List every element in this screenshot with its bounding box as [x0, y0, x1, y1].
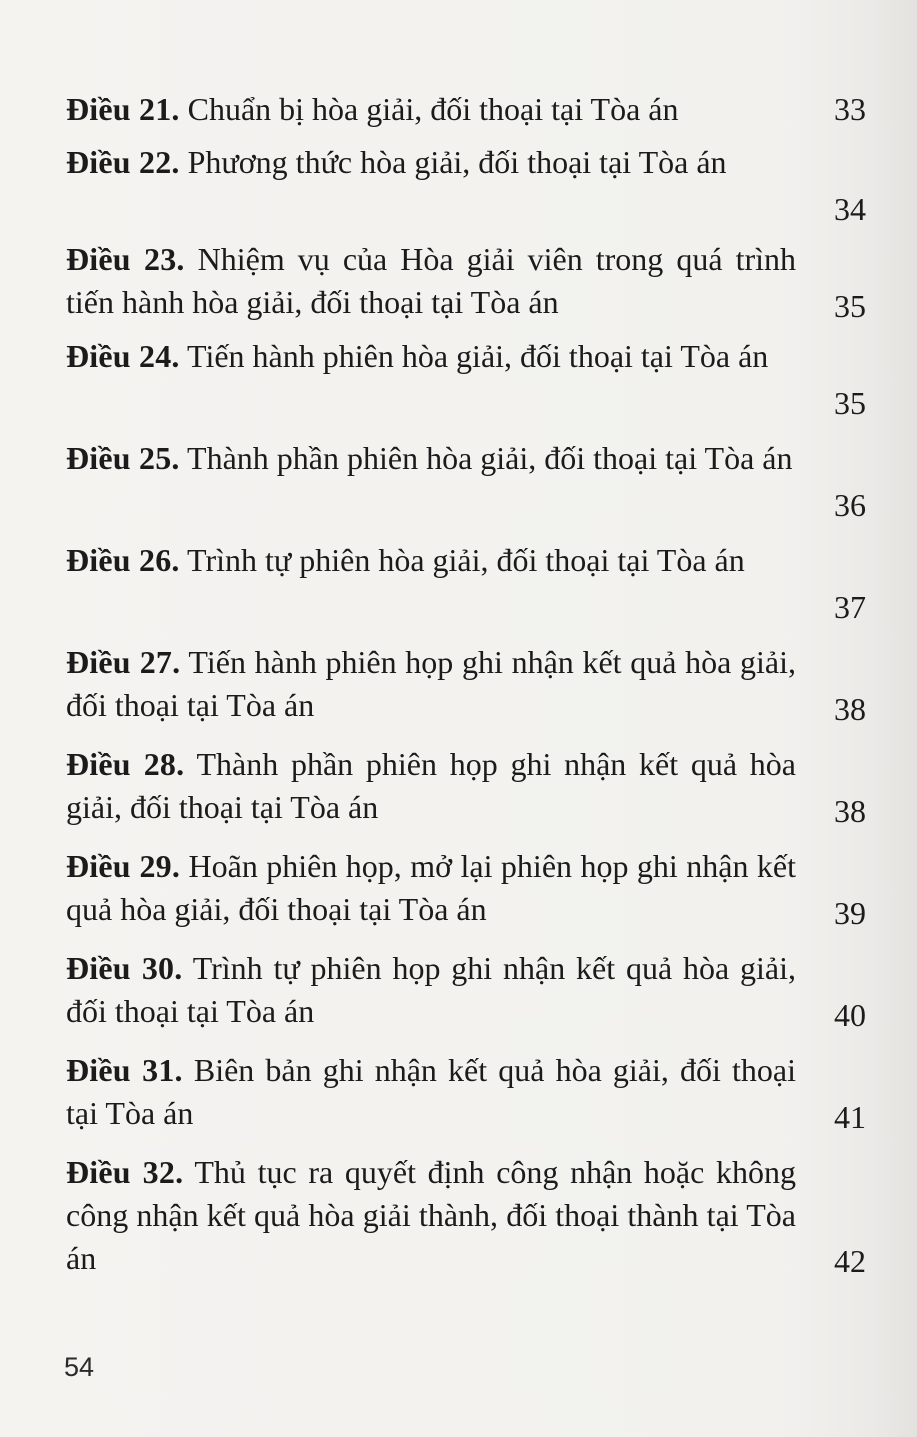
toc-entry	[66, 84, 866, 135]
toc-entry-title: Điều 27.	[66, 644, 181, 680]
toc-entry-description: Tiến hành phiên họp ghi nhận kết quả hòa giải, đối thoại tại Tòa án	[66, 644, 797, 723]
toc-entry-page: 38	[834, 793, 866, 829]
toc-entry-description: Trình tự phiên họp ghi nhận kết quả hòa giải, đối thoại tại Tòa án	[66, 950, 797, 1029]
toc-entry	[66, 845, 866, 935]
toc-entry-text	[66, 84, 796, 135]
toc-entry	[66, 743, 866, 833]
toc-entry-page: 40	[834, 997, 866, 1033]
toc-entry-description: Phương thức hòa giải, đối thoại tại Tòa án	[187, 144, 727, 180]
toc-entry-text	[66, 238, 796, 324]
toc-entry-text	[66, 539, 796, 582]
toc-entry-title: Điều 24.	[66, 338, 180, 374]
toc-entry-page: 37	[834, 589, 866, 625]
table-of-contents	[66, 84, 866, 1283]
toc-entry	[66, 539, 866, 629]
toc-entry	[66, 141, 866, 231]
page-number: 54	[64, 1352, 95, 1382]
toc-entry-text	[66, 845, 796, 931]
toc-entry-page: 33	[834, 91, 866, 127]
toc-entry-text	[66, 141, 796, 184]
toc-entry-title: Điều 26.	[66, 542, 180, 578]
toc-entry-text	[66, 641, 796, 727]
toc-entry-description: Thành phần phiên hòa giải, đối thoại tại Tòa án	[187, 440, 793, 476]
toc-entry-title: Điều 29.	[66, 848, 181, 884]
toc-entry	[66, 335, 866, 425]
toc-entry-text	[66, 1151, 796, 1280]
toc-entry-description: Thủ tục ra quyết định công nhận hoặc không công nhận kết quả hòa giải thành, đối thoại thành tại Tòa án	[66, 1154, 797, 1276]
toc-entry-page: 42	[834, 1243, 866, 1279]
toc-entry-page: 39	[834, 895, 866, 931]
toc-entry-title: Điều 28.	[66, 746, 185, 782]
toc-entry	[66, 437, 866, 527]
toc-entry-title: Điều 21.	[66, 91, 180, 127]
toc-entry-page: 38	[834, 691, 866, 727]
toc-entry-text	[66, 335, 796, 378]
toc-entry-page: 41	[834, 1099, 866, 1135]
toc-entry	[66, 1151, 866, 1283]
toc-entry-description: Hoãn phiên họp, mở lại phiên họp ghi nhận kết quả hòa giải, đối thoại tại Tòa án	[66, 848, 796, 927]
toc-entry-description: Tiến hành phiên hòa giải, đối thoại tại Tòa án	[187, 338, 769, 374]
toc-entry-page: 34	[834, 191, 866, 227]
toc-entry-description: Trình tự phiên hòa giải, đối thoại tại Tòa án	[187, 542, 745, 578]
toc-entry-text	[66, 947, 796, 1033]
toc-entry-description: Thành phần phiên họp ghi nhận kết quả hòa giải, đối thoại tại Tòa án	[66, 746, 797, 825]
toc-entry-description: Chuẩn bị hòa giải, đối thoại tại Tòa án	[187, 91, 679, 127]
toc-entry-description: Biên bản ghi nhận kết quả hòa giải, đối thoại tại Tòa án	[66, 1052, 796, 1131]
toc-entry	[66, 947, 866, 1037]
toc-entry-title: Điều 22.	[66, 144, 180, 180]
toc-entry	[66, 641, 866, 731]
toc-entry-text	[66, 437, 796, 480]
toc-entry	[66, 238, 866, 328]
toc-entry-title: Điều 23.	[66, 241, 185, 277]
toc-entry-title: Điều 25.	[66, 440, 180, 476]
toc-entry-title: Điều 30.	[66, 950, 183, 986]
toc-entry-description: Nhiệm vụ của Hòa giải viên trong quá trình tiến hành hòa giải, đối thoại tại Tòa án	[66, 241, 796, 320]
toc-entry	[66, 1049, 866, 1139]
toc-entry-title: Điều 31.	[66, 1052, 183, 1088]
toc-entry-title: Điều 32.	[66, 1154, 184, 1190]
toc-entry-page: 36	[834, 487, 866, 523]
toc-entry-text	[66, 743, 796, 829]
toc-entry-page: 35	[834, 288, 866, 324]
toc-entry-text	[66, 1049, 796, 1135]
toc-entry-page: 35	[834, 385, 866, 421]
